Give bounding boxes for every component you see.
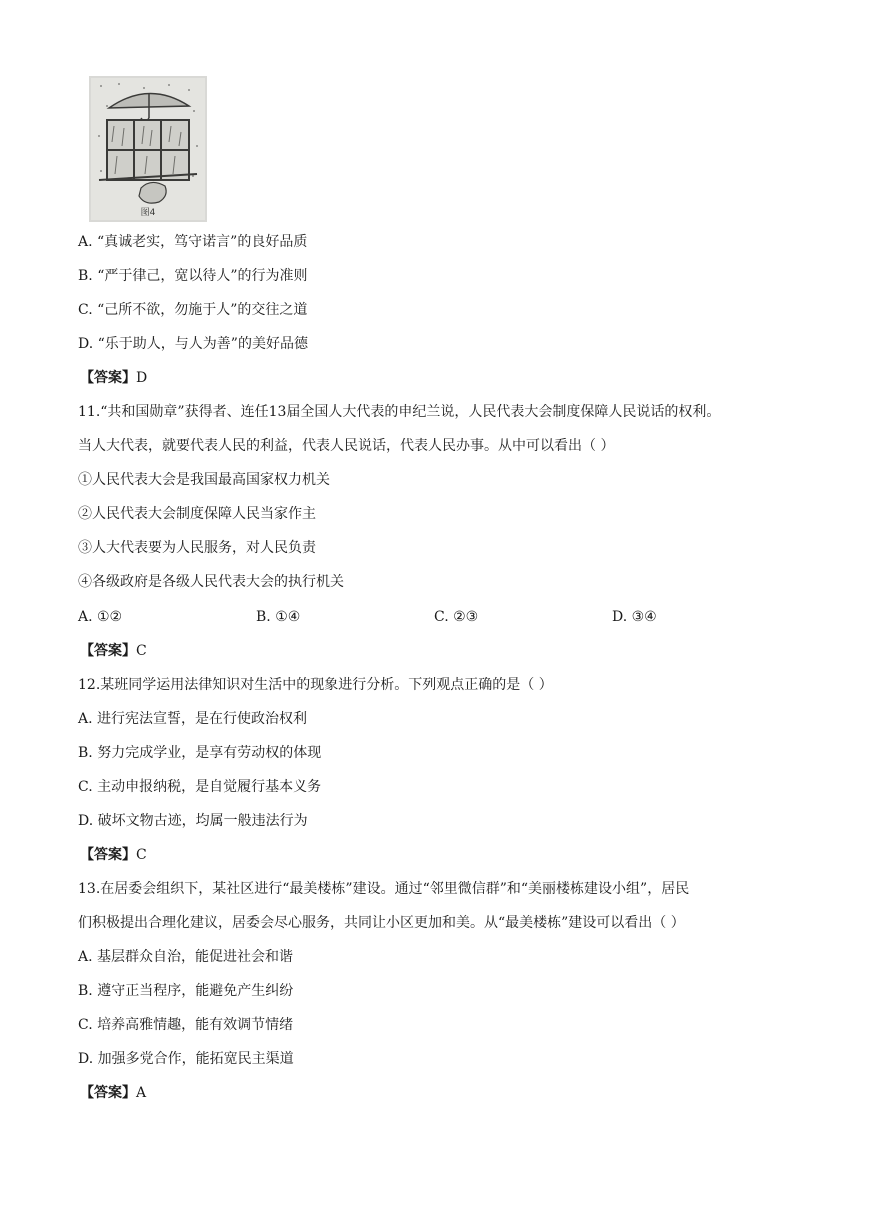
- q11-answer-value: C: [136, 643, 147, 659]
- q10-option-a: A. “真诚老实，笃守诺言”的良好品质: [78, 234, 308, 250]
- q10-option-b: B. “严于律己，宽以待人”的行为准则: [78, 268, 308, 284]
- answer-label: 【答案】: [80, 643, 136, 659]
- q10-answer-line: [80, 369, 147, 387]
- q13-answer-line: [80, 1084, 146, 1102]
- answer-label: 【答案】: [80, 847, 136, 863]
- q13-stem-line-2: 们积极提出合理化建议，居委会尽心服务，共同让小区更加和美。从“最美楼栋”建设可以看出（ ）: [78, 915, 685, 931]
- q11-option-c: C. ②③: [434, 609, 479, 625]
- q10-option-d: D. “乐于助人，与人为善”的美好品德: [78, 336, 308, 352]
- q11-statement-2: ②人民代表大会制度保障人民当家作主: [78, 506, 316, 522]
- q13-option-c: C. 培养高雅情趣，能有效调节情绪: [78, 1017, 294, 1033]
- q12-option-c: C. 主动申报纳税，是自觉履行基本义务: [78, 779, 322, 795]
- q12-answer-line: [80, 846, 147, 864]
- answer-label: 【答案】: [80, 370, 136, 386]
- q11-stem-line-2: 当人大代表，就要代表人民的利益，代表人民说话，代表人民办事。从中可以看出（ ）: [78, 438, 615, 454]
- q11-option-d: D. ③④: [612, 609, 657, 625]
- q11-options-row: [78, 608, 718, 626]
- q11-statement-1: ①人民代表大会是我国最高国家权力机关: [78, 472, 330, 488]
- q11-answer-line: [80, 642, 147, 660]
- q13-answer-value: A: [136, 1085, 147, 1101]
- q13-option-b: B. 遵守正当程序，能避免产生纠纷: [78, 983, 294, 999]
- q12-option-d: D. 破坏文物古迹，均属一般违法行为: [78, 813, 308, 829]
- answer-label: 【答案】: [80, 1085, 136, 1101]
- q13-stem-line-1: 13.在居委会组织下，某社区进行“最美楼栋”建设。通过“邻里微信群”和“美丽楼栋建设小组”，居民: [78, 881, 690, 897]
- q11-statement-4: ④各级政府是各级人民代表大会的执行机关: [78, 574, 344, 590]
- q12-option-b: B. 努力完成学业，是享有劳动权的体现: [78, 745, 322, 761]
- q10-option-c: C. “己所不欲，勿施于人”的交往之道: [78, 302, 308, 318]
- q11-option-a: A. ①②: [78, 609, 123, 625]
- q10-answer-value: D: [136, 370, 148, 386]
- q12-option-a: A. 进行宪法宣誓，是在行使政治权利: [78, 711, 308, 727]
- figure-4-illustration: [89, 76, 207, 222]
- q13-option-d: D. 加强多党合作，能拓宽民主渠道: [78, 1051, 294, 1067]
- q11-statement-3: ③人大代表要为人民服务，对人民负责: [78, 540, 316, 556]
- q11-option-b: B. ①④: [256, 609, 301, 625]
- figure-caption: 图4: [140, 208, 156, 218]
- q13-option-a: A. 基层群众自治，能促进社会和谐: [78, 949, 294, 965]
- q11-stem-line-1: 11.“共和国勋章”获得者、连任13届全国人大代表的申纪兰说，人民代表大会制度保障人民说话的权利。: [78, 404, 721, 420]
- q12-stem: 12.某班同学运用法律知识对生活中的现象进行分析。下列观点正确的是（ ）: [78, 677, 553, 693]
- q12-answer-value: C: [136, 847, 147, 863]
